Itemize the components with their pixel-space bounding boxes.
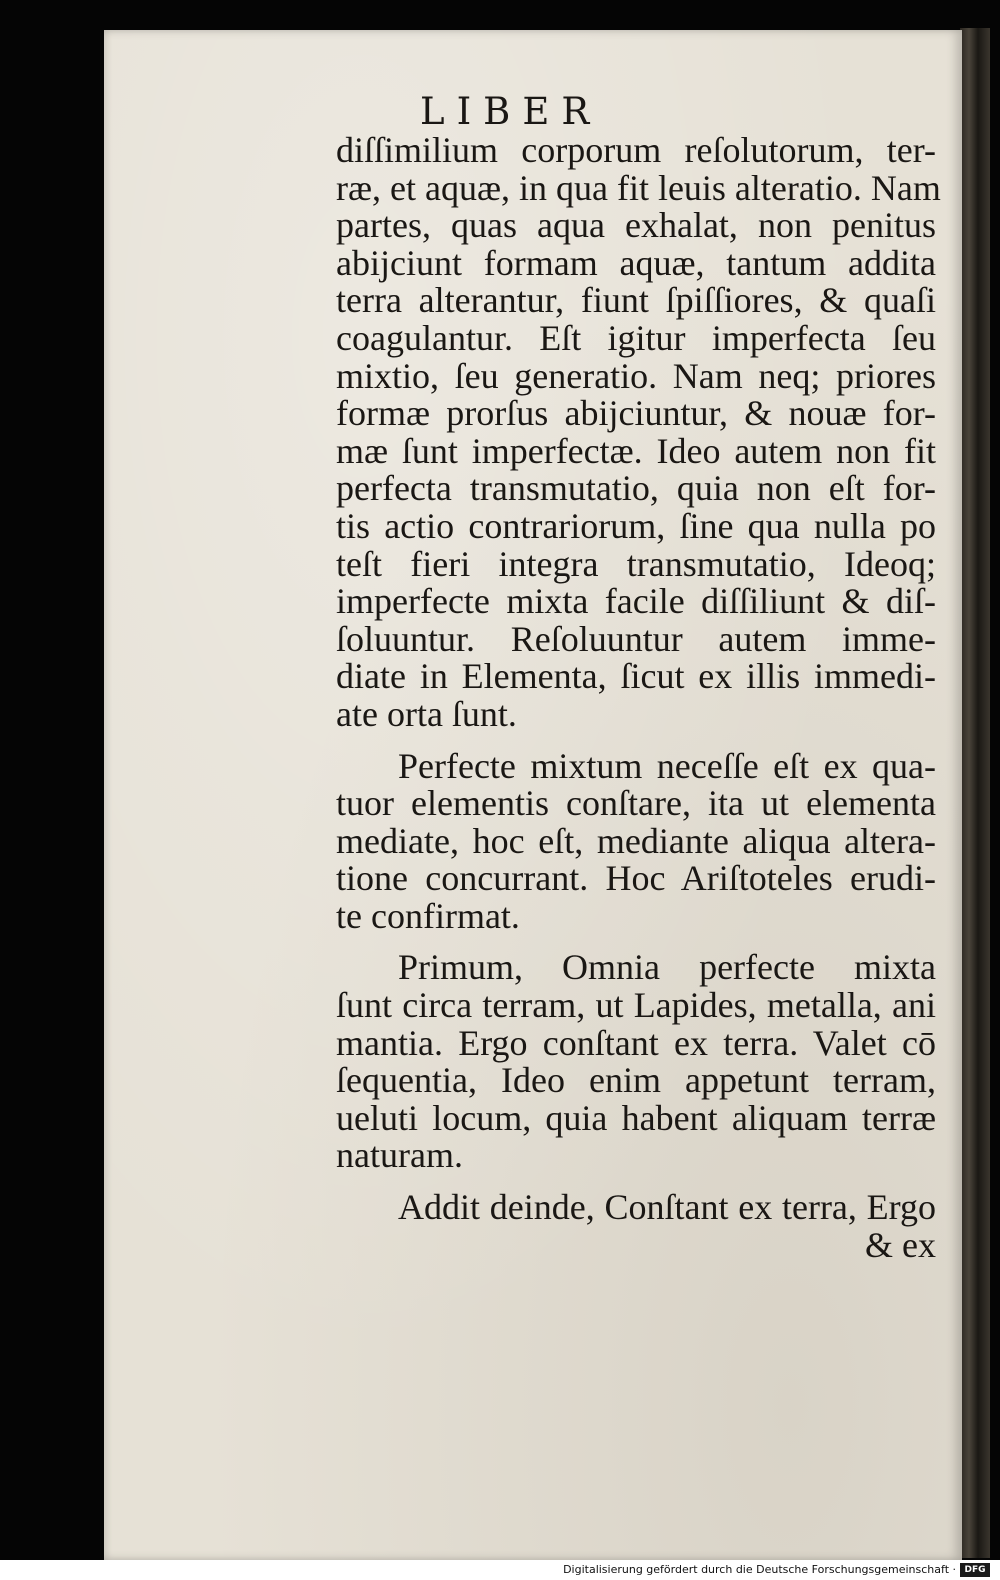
- page-body-text: [336, 130, 941, 1265]
- text-line: imperfecte mixta facile diſſiliunt & diſ-: [336, 581, 936, 622]
- text-line: ueluti locum, quia habent aliquam terræ: [336, 1097, 936, 1138]
- text-line: tuor elementis conſtare, ita ut elementa: [336, 783, 936, 824]
- text-line: naturam.: [336, 1135, 463, 1176]
- page-edge-shadow: [960, 28, 990, 1558]
- text-line: teſt fieri integra transmutatio, Ideoq;: [336, 543, 936, 584]
- dfg-logo: DFG: [960, 1563, 990, 1577]
- text-line: ſoluuntur. Reſoluuntur autem imme-: [336, 618, 936, 659]
- text-line: Perfecte mixtum neceſſe eſt ex qua-: [398, 745, 936, 786]
- paragraph-1: [336, 130, 941, 734]
- text-line: mæ ſunt imperfectæ. Ideo autem non fit: [336, 430, 936, 471]
- text-line: terra alterantur, fiunt ſpiſſiores, & quaſi: [336, 280, 936, 321]
- text-line: mixtio, ſeu generatio. Nam neq; priores: [336, 355, 936, 396]
- running-head: LIBER: [420, 90, 602, 133]
- text-line: tis actio contrariorum, ſine qua nulla po: [336, 505, 936, 546]
- text-line: ſunt circa terram, ut Lapides, metalla, ani: [336, 985, 936, 1026]
- paragraph-3: [336, 949, 936, 1175]
- paragraph-2: [336, 745, 936, 936]
- text-line: diſſimilium corporum reſolutorum, ter-: [336, 130, 936, 170]
- text-line: Primum, Omnia perfecte mixta: [398, 947, 936, 988]
- text-line: formæ prorſus abijciuntur, & nouæ for-: [336, 393, 936, 434]
- text-line: mediate, hoc eſt, mediante aliqua altera-: [336, 820, 936, 861]
- catchword: & ex: [865, 1224, 936, 1265]
- text-line: coagulantur. Eſt igitur imperfecta ſeu: [336, 317, 936, 358]
- text-line: ſequentia, Ideo enim appetunt terram,: [336, 1060, 936, 1101]
- text-line: perfecta transmutatio, quia non eſt for-: [336, 468, 936, 509]
- text-line: Addit deinde, Conſtant ex terra, Ergo: [398, 1187, 936, 1228]
- text-line: ate orta ſunt.: [336, 693, 517, 734]
- paragraph-4: [336, 1189, 936, 1227]
- text-line: abijciunt formam aquæ, tantum addita: [336, 242, 936, 283]
- text-line: tione concurrant. Hoc Ariſtoteles erudi-: [336, 858, 936, 899]
- text-line: partes, quas aqua exhalat, non penitus: [336, 205, 936, 246]
- text-line: te confirmat.: [336, 895, 520, 936]
- text-line: ræ, et aquæ, in qua fit leuis alteratio. Nam: [336, 167, 941, 208]
- digitization-credit: Digitalisierung gefördert durch die Deutsche Forschungsgemeinschaft ·: [563, 1563, 956, 1576]
- text-line: mantia. Ergo conſtant ex terra. Valet cō: [336, 1022, 936, 1063]
- text-line: diate in Elementa, ſicut ex illis immedi-: [336, 656, 936, 697]
